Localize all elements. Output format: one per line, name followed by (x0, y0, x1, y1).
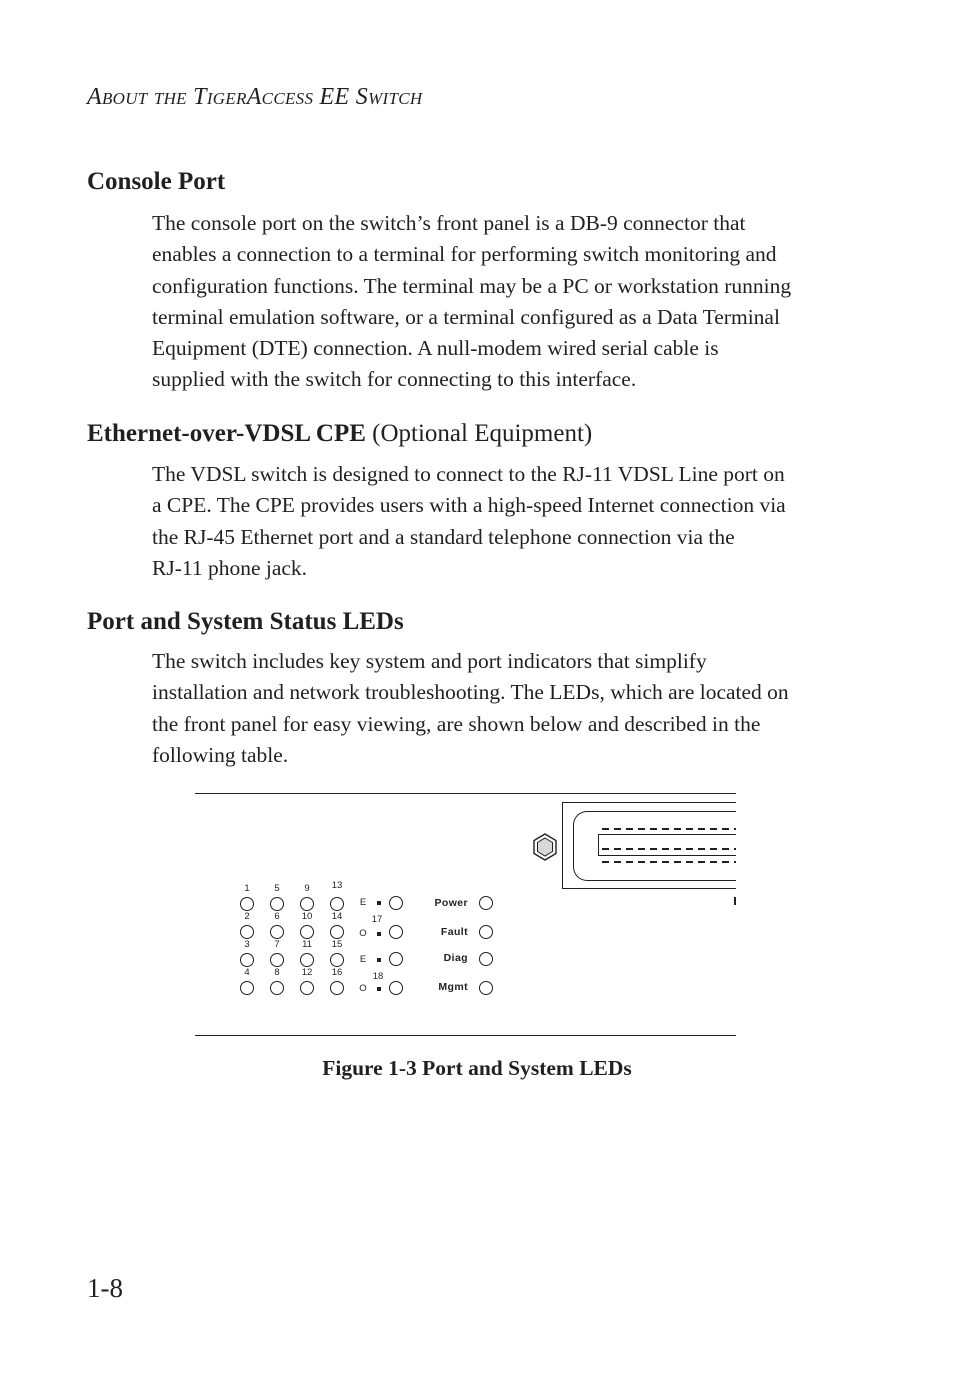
paragraph-line: terminal emulation software, or a terminal configured as a Data Terminal (152, 304, 780, 329)
paragraph-line: installation and network troubleshooting. The LEDs, which are located on (152, 680, 789, 705)
port-led (240, 925, 254, 939)
port-led (240, 953, 254, 967)
port-led (330, 981, 344, 995)
paragraph-line: the front panel for easy viewing, are shown below and described in the (152, 711, 761, 736)
port-led (270, 953, 284, 967)
fault-led (479, 925, 493, 939)
port17-odd-marker (377, 932, 381, 936)
port-led (300, 953, 314, 967)
section-title-status-leds (87, 607, 404, 637)
figure-bottom-rule (195, 1035, 736, 1036)
paragraph-status-leds (152, 646, 852, 771)
section-title-text: Console Port (87, 168, 226, 195)
paragraph-line: Equipment (DTE) connection. A null-modem wired serial cable is (152, 336, 719, 361)
paragraph-line: configuration functions. The terminal may be a PC or workstation running (152, 273, 792, 298)
running-header: About the TigerAccess EE Switch (87, 84, 423, 110)
port-led-label: 8 (274, 967, 280, 978)
connector-pin-row (602, 848, 736, 850)
paragraph-console-port (152, 208, 852, 396)
port17-even-label: E (359, 897, 367, 908)
paragraph-line: The switch includes key system and port indicators that simplify (152, 649, 707, 673)
port18-even-label: E (359, 954, 367, 965)
port18-odd-label: O (359, 983, 367, 994)
port-led (270, 925, 284, 939)
screw-icon (533, 833, 557, 861)
paragraph-line: supplied with the switch for connecting to this interface. (152, 367, 637, 392)
fault-led-label: Fault (440, 926, 468, 938)
port18-odd-led (389, 981, 403, 995)
page-number: 1-8 (87, 1273, 123, 1303)
port17-even-marker (377, 901, 381, 905)
port17-even-led (389, 896, 403, 910)
port-led-label: 2 (244, 911, 250, 922)
paragraph-line: following table. (152, 742, 289, 767)
port17-odd-label: O (359, 928, 367, 939)
port-led (330, 953, 344, 967)
paragraph-line: The console port on the switch’s front panel is a DB-9 connector that (152, 211, 746, 235)
section-title-text: Port and System Status LEDs (87, 608, 404, 635)
diag-led-label: Diag (443, 952, 468, 964)
connector-slot (598, 834, 736, 856)
front-panel-figure (195, 793, 736, 1036)
paragraph-line: a CPE. The CPE provides users with a high-speed Internet connection via (152, 493, 786, 518)
port-led (330, 897, 344, 911)
power-led (479, 896, 493, 910)
panel-edge-mark (734, 897, 736, 905)
port17-number: 17 (371, 914, 383, 925)
port-led-label: 10 (301, 911, 313, 922)
power-led-label: Power (434, 897, 468, 909)
connector-pin-row (602, 861, 736, 863)
port-led-label: 9 (304, 883, 310, 894)
port-led-label: 3 (244, 939, 250, 950)
port-led (300, 897, 314, 911)
section-title-console-port (87, 167, 225, 197)
port-led-label: 15 (331, 939, 343, 950)
section-title-text: Ethernet-over-VDSL CPE (87, 420, 366, 447)
paragraph-line: The VDSL switch is designed to connect to the RJ-11 VDSL Line port on (152, 462, 785, 486)
section-title-vdsl-cpe (87, 419, 592, 449)
mgmt-led (479, 981, 493, 995)
port-led (240, 897, 254, 911)
port-led-label: 12 (301, 967, 313, 978)
port-led (300, 981, 314, 995)
port-led (240, 981, 254, 995)
paragraph-line: enables a connection to a terminal for performing switch monitoring and (152, 242, 777, 267)
port-led (300, 925, 314, 939)
paragraph-line: RJ-11 phone jack. (152, 555, 308, 580)
port17-odd-led (389, 925, 403, 939)
connector-pin-row (602, 828, 736, 830)
port18-even-marker (377, 958, 381, 962)
section-title-suffix: (Optional Equipment) (372, 420, 593, 447)
port-led-label: 14 (331, 911, 343, 922)
port-led-label: 5 (274, 883, 280, 894)
figure-caption: Figure 1-3 Port and System LEDs (322, 1056, 632, 1080)
port-led-label: 13 (331, 880, 343, 891)
diag-led (479, 952, 493, 966)
port-led-label: 6 (274, 911, 280, 922)
port18-number: 18 (372, 971, 384, 982)
port-led-label: 7 (274, 939, 280, 950)
port-led (270, 981, 284, 995)
mgmt-led-label: Mgmt (438, 981, 468, 993)
port18-even-led (389, 952, 403, 966)
port-led (270, 897, 284, 911)
port-led (330, 925, 344, 939)
port18-odd-marker (377, 987, 381, 991)
paragraph-vdsl-cpe (152, 459, 852, 584)
port-led-label: 4 (244, 967, 250, 978)
port-led-label: 11 (302, 939, 312, 950)
paragraph-line: the RJ-45 Ethernet port and a standard telephone connection via the (152, 524, 735, 549)
figure-top-rule (195, 793, 736, 794)
port-led-label: 16 (331, 967, 343, 978)
port-led-label: 1 (244, 883, 250, 894)
